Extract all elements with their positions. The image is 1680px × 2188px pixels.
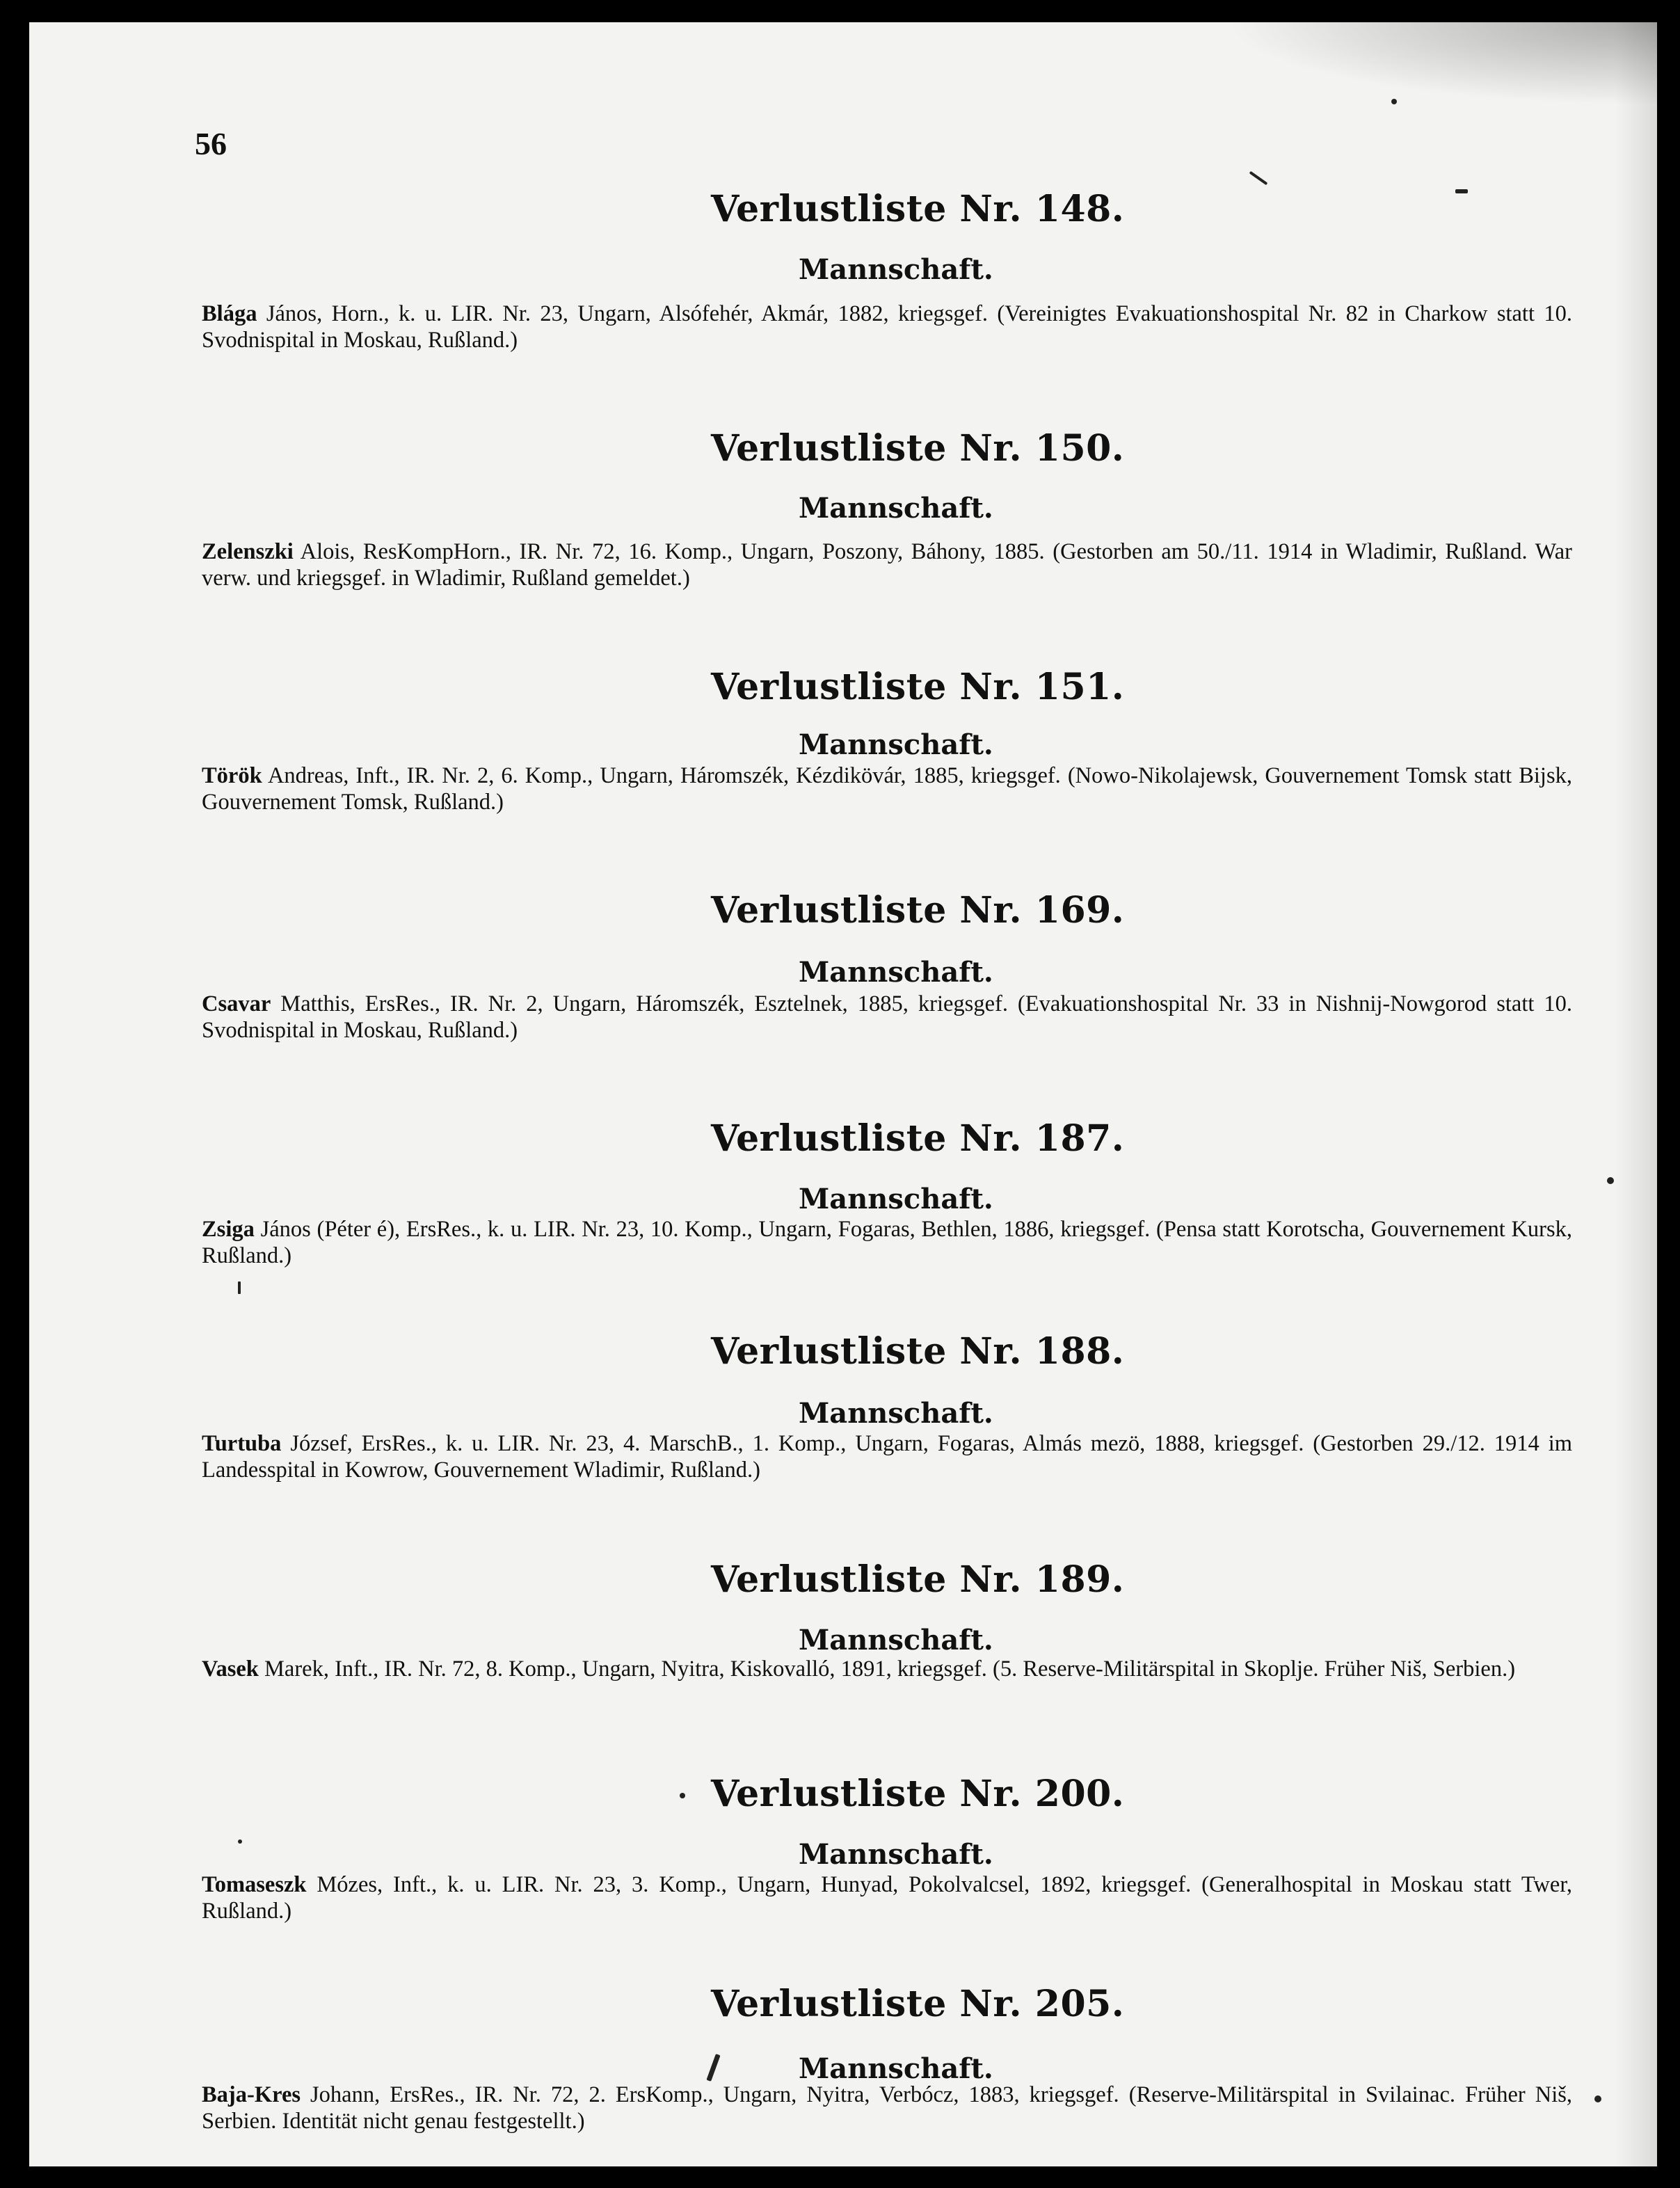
entry-text bbox=[202, 1656, 1572, 1682]
entry-subtitle: Mannschaft. bbox=[799, 728, 993, 761]
entry-subtitle: Mannschaft. bbox=[799, 1397, 993, 1430]
entry-subtitle: Mannschaft. bbox=[799, 1624, 993, 1656]
entry-text bbox=[202, 991, 1572, 1044]
entry-title: Verlustliste Nr. 205. bbox=[711, 1983, 1125, 2025]
entry-surname: Vasek bbox=[202, 1656, 259, 1682]
entry-body: Johann, ErsRes., IR. Nr. 72, 2. ErsKomp., Ungarn, Nyitra, Verbócz, 1883, kriegsgef. (Reserve-Militärspital in Svilainac. Früher Niš, Serbien. Identität nicht genau festgestellt.) bbox=[202, 2082, 1572, 2134]
entry-text bbox=[202, 1871, 1572, 1924]
scan-speck bbox=[1455, 189, 1468, 193]
entry-body: Marek, Inft., IR. Nr. 72, 8. Komp., Ungarn, Nyitra, Kiskovalló, 1891, kriegsgef. (5. Reserve-Militärspital in Skoplje. Früher Niš, Serbien.) bbox=[264, 1656, 1516, 1682]
entry-surname: Blága bbox=[202, 301, 257, 326]
entry-subtitle: Mannschaft. bbox=[799, 253, 993, 286]
entry-body: János, Horn., k. u. LIR. Nr. 23, Ungarn, Alsófehér, Akmár, 1882, kriegsgef. (Vereinigtes Evakuationshospital Nr. 82 in Charkow statt 10. Svodnispital in Moskau, Rußland.) bbox=[202, 301, 1572, 353]
entry-title: Verlustliste Nr. 148. bbox=[711, 188, 1125, 230]
page-number: 56 bbox=[195, 126, 227, 161]
entry-subtitle: Mannschaft. bbox=[799, 956, 993, 989]
entry-subtitle: Mannschaft. bbox=[799, 492, 993, 525]
entry-title: Verlustliste Nr. 200. bbox=[711, 1773, 1125, 1815]
entry-surname: Csavar bbox=[202, 991, 271, 1016]
scan-speck bbox=[680, 1793, 685, 1798]
entry-surname: Turtuba bbox=[202, 1431, 282, 1456]
entry-title: Verlustliste Nr. 187. bbox=[711, 1117, 1125, 1160]
entry-text bbox=[202, 2082, 1572, 2134]
entry-body: Andreas, Inft., IR. Nr. 2, 6. Komp., Ungarn, Háromszék, Kézdikövár, 1885, kriegsgef. (Nowo-Nikolajewsk, Gouvernement Tomsk statt Bijsk, Gouvernement Tomsk, Rußland.) bbox=[202, 763, 1572, 815]
scan-speck bbox=[1607, 1177, 1614, 1184]
entry-subtitle: Mannschaft. bbox=[799, 2052, 993, 2085]
entry-title: Verlustliste Nr. 188. bbox=[711, 1330, 1125, 1373]
entry-surname: Baja-Kres bbox=[202, 2082, 301, 2107]
scan-speck bbox=[1594, 2095, 1601, 2102]
entry-title: Verlustliste Nr. 151. bbox=[711, 666, 1125, 708]
entry-surname: Török bbox=[202, 763, 262, 788]
entry-subtitle: Mannschaft. bbox=[799, 1838, 993, 1871]
entry-text bbox=[202, 538, 1572, 591]
scan-speck bbox=[1249, 171, 1268, 185]
entry-surname: Zelenszki bbox=[202, 539, 294, 564]
entry-title: Verlustliste Nr. 150. bbox=[711, 427, 1125, 470]
page-edge-shadow bbox=[1615, 22, 1657, 2166]
scan-speck bbox=[238, 1839, 242, 1844]
page-corner-shadow bbox=[1226, 22, 1657, 106]
entry-subtitle: Mannschaft. bbox=[799, 1183, 993, 1215]
entry-text bbox=[202, 301, 1572, 353]
entry-body: József, ErsRes., k. u. LIR. Nr. 23, 4. MarschB., 1. Komp., Ungarn, Fogaras, Almás mezö, 1888, kriegsgef. (Gestorben 29./12. 1914 im Landesspital in Kowrow, Gouvernement Wladimir, Rußland.) bbox=[202, 1431, 1573, 1483]
entry-body: Mózes, Inft., k. u. LIR. Nr. 23, 3. Komp., Ungarn, Hunyad, Pokolvalcsel, 1892, kriegsgef. (Generalhospital in Moskau statt Twer, Rußland.) bbox=[202, 1872, 1572, 1924]
entry-body: Alois, ResKompHorn., IR. Nr. 72, 16. Komp., Ungarn, Poszony, Báhony, 1885. (Gestorben am 50./11. 1914 in Wladimir, Rußland. War verw. und kriegsgef. in Wladimir, Rußland gemeldet.) bbox=[202, 539, 1572, 591]
scanned-page bbox=[29, 22, 1657, 2166]
entry-text bbox=[202, 1216, 1572, 1269]
entry-title: Verlustliste Nr. 189. bbox=[711, 1558, 1125, 1601]
entry-text bbox=[202, 762, 1572, 815]
entry-title: Verlustliste Nr. 169. bbox=[711, 889, 1125, 932]
entry-body: János (Péter é), ErsRes., k. u. LIR. Nr. 23, 10. Komp., Ungarn, Fogaras, Bethlen, 1886, kriegsgef. (Pensa statt Korotscha, Gouvernement Kursk, Rußland.) bbox=[202, 1217, 1573, 1268]
scan-speck bbox=[1391, 99, 1397, 104]
entry-text bbox=[202, 1430, 1572, 1483]
scan-speck bbox=[238, 1281, 241, 1294]
scan-speck bbox=[706, 2054, 720, 2082]
entry-surname: Zsiga bbox=[202, 1217, 255, 1242]
entry-surname: Tomaseszk bbox=[202, 1872, 307, 1897]
entry-body: Matthis, ErsRes., IR. Nr. 2, Ungarn, Háromszék, Esztelnek, 1885, kriegsgef. (Evakuationshospital Nr. 33 in Nishnij-Nowgorod statt 10. Svodnispital in Moskau, Rußland.) bbox=[202, 991, 1573, 1043]
